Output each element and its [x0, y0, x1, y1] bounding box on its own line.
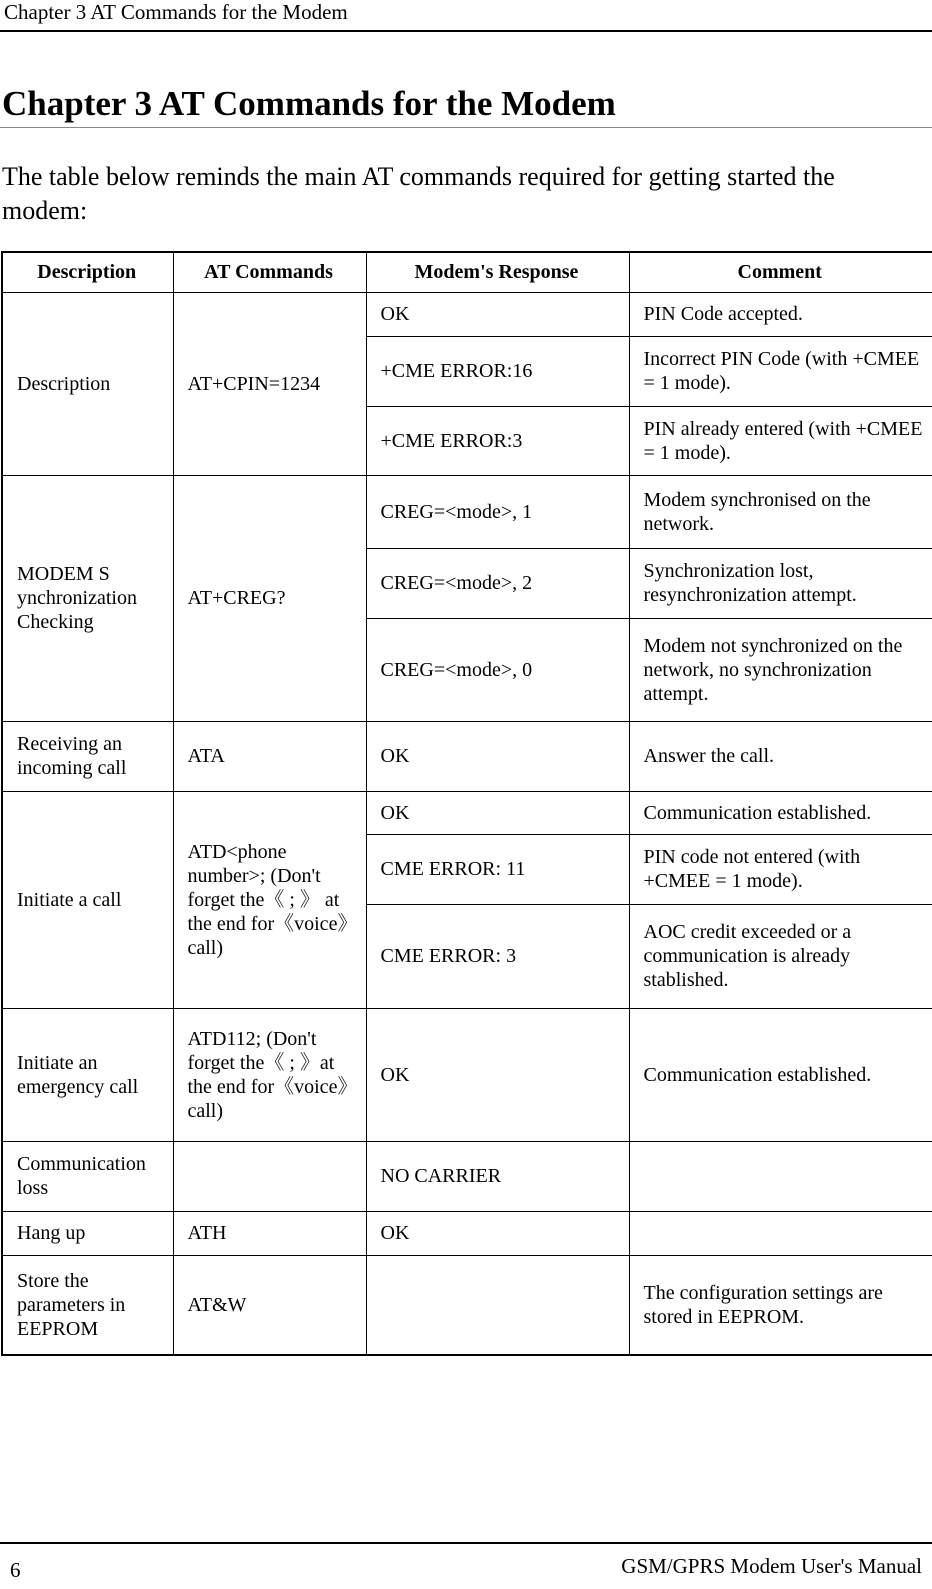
header-rule: [0, 30, 932, 32]
footer-manual-title: GSM/GPRS Modem User's Manual: [621, 1554, 922, 1578]
table-row: [2, 1211, 932, 1255]
page-number: 6: [10, 1558, 21, 1582]
cell-command: AT+CPIN=1234: [173, 292, 366, 475]
cell-description: Initiate a call: [2, 791, 173, 1008]
cell-comment: Answer the call.: [629, 721, 932, 791]
cell-description: Hang up: [2, 1211, 173, 1255]
cell-response: OK: [366, 1008, 629, 1141]
intro-paragraph: The table below reminds the main AT commands required for getting started the modem:: [2, 162, 835, 225]
table-row: [2, 292, 932, 336]
cell-comment: Communication established.: [629, 1008, 932, 1141]
header-modem-response: Modem's Response: [366, 252, 629, 292]
cell-description: MODEM S ynchronization Checking: [2, 475, 173, 721]
cell-response: CME ERROR: 3: [366, 904, 629, 1008]
cell-response: +CME ERROR:3: [366, 406, 629, 475]
cell-description: Receiving an incoming call: [2, 721, 173, 791]
cell-response: [366, 1255, 629, 1355]
cell-comment: PIN already entered (with +CMEE = 1 mode).: [629, 406, 932, 475]
header-at-commands: AT Commands: [173, 252, 366, 292]
cell-description: Store the parameters in EEPROM: [2, 1255, 173, 1355]
cell-comment: Communication established.: [629, 791, 932, 834]
cell-comment: Modem not synchronized on the network, no synchronization attempt.: [629, 618, 932, 721]
cell-comment: The configuration settings are stored in EEPROM.: [629, 1255, 932, 1355]
cell-response: OK: [366, 1211, 629, 1255]
cell-response: CREG=<mode>, 2: [366, 548, 629, 618]
header-description: Description: [2, 252, 173, 292]
cell-response: CREG=<mode>, 0: [366, 618, 629, 721]
cell-command: ATD112; (Don't forget the《 ; 》at the end for《voice》 call): [173, 1008, 366, 1141]
cell-comment: [629, 1141, 932, 1211]
cell-command: ATA: [173, 721, 366, 791]
cell-command: AT&W: [173, 1255, 366, 1355]
cell-command: ATH: [173, 1211, 366, 1255]
cell-comment: PIN code not entered (with +CMEE = 1 mode).: [629, 834, 932, 904]
cell-response: CREG=<mode>, 1: [366, 475, 629, 548]
table-header-row: [2, 252, 932, 292]
cell-response: +CME ERROR:16: [366, 336, 629, 406]
table-row: [2, 1141, 932, 1211]
cell-comment: AOC credit exceeded or a communication is already stablished.: [629, 904, 932, 1008]
cell-response: NO CARRIER: [366, 1141, 629, 1211]
title-rule: [0, 127, 932, 128]
chapter-title: Chapter 3 AT Commands for the Modem: [2, 84, 616, 123]
cell-response: OK: [366, 292, 629, 336]
at-command-table: [1, 251, 932, 1356]
cell-comment: PIN Code accepted.: [629, 292, 932, 336]
running-header: Chapter 3 AT Commands for the Modem: [4, 0, 348, 24]
cell-comment: [629, 1211, 932, 1255]
cell-description: Description: [2, 292, 173, 475]
table-row: [2, 1255, 932, 1355]
cell-command: AT+CREG?: [173, 475, 366, 721]
cell-command: ATD<phone number>; (Don't forget the《 ; 》 at the end for《voice》call): [173, 791, 366, 1008]
cell-comment: Incorrect PIN Code (with +CMEE = 1 mode).: [629, 336, 932, 406]
table-row: [2, 721, 932, 791]
cell-response: OK: [366, 721, 629, 791]
table-row: [2, 791, 932, 834]
cell-description: Initiate an emergency call: [2, 1008, 173, 1141]
cell-response: OK: [366, 791, 629, 834]
header-comment: Comment: [629, 252, 932, 292]
cell-comment: Synchronization lost, resynchronization attempt.: [629, 548, 932, 618]
cell-command: [173, 1141, 366, 1211]
cell-comment: Modem synchronised on the network.: [629, 475, 932, 548]
footer-rule: [0, 1542, 932, 1544]
cell-description: Communication loss: [2, 1141, 173, 1211]
table-row: [2, 1008, 932, 1141]
cell-response: CME ERROR: 11: [366, 834, 629, 904]
table-row: [2, 475, 932, 548]
